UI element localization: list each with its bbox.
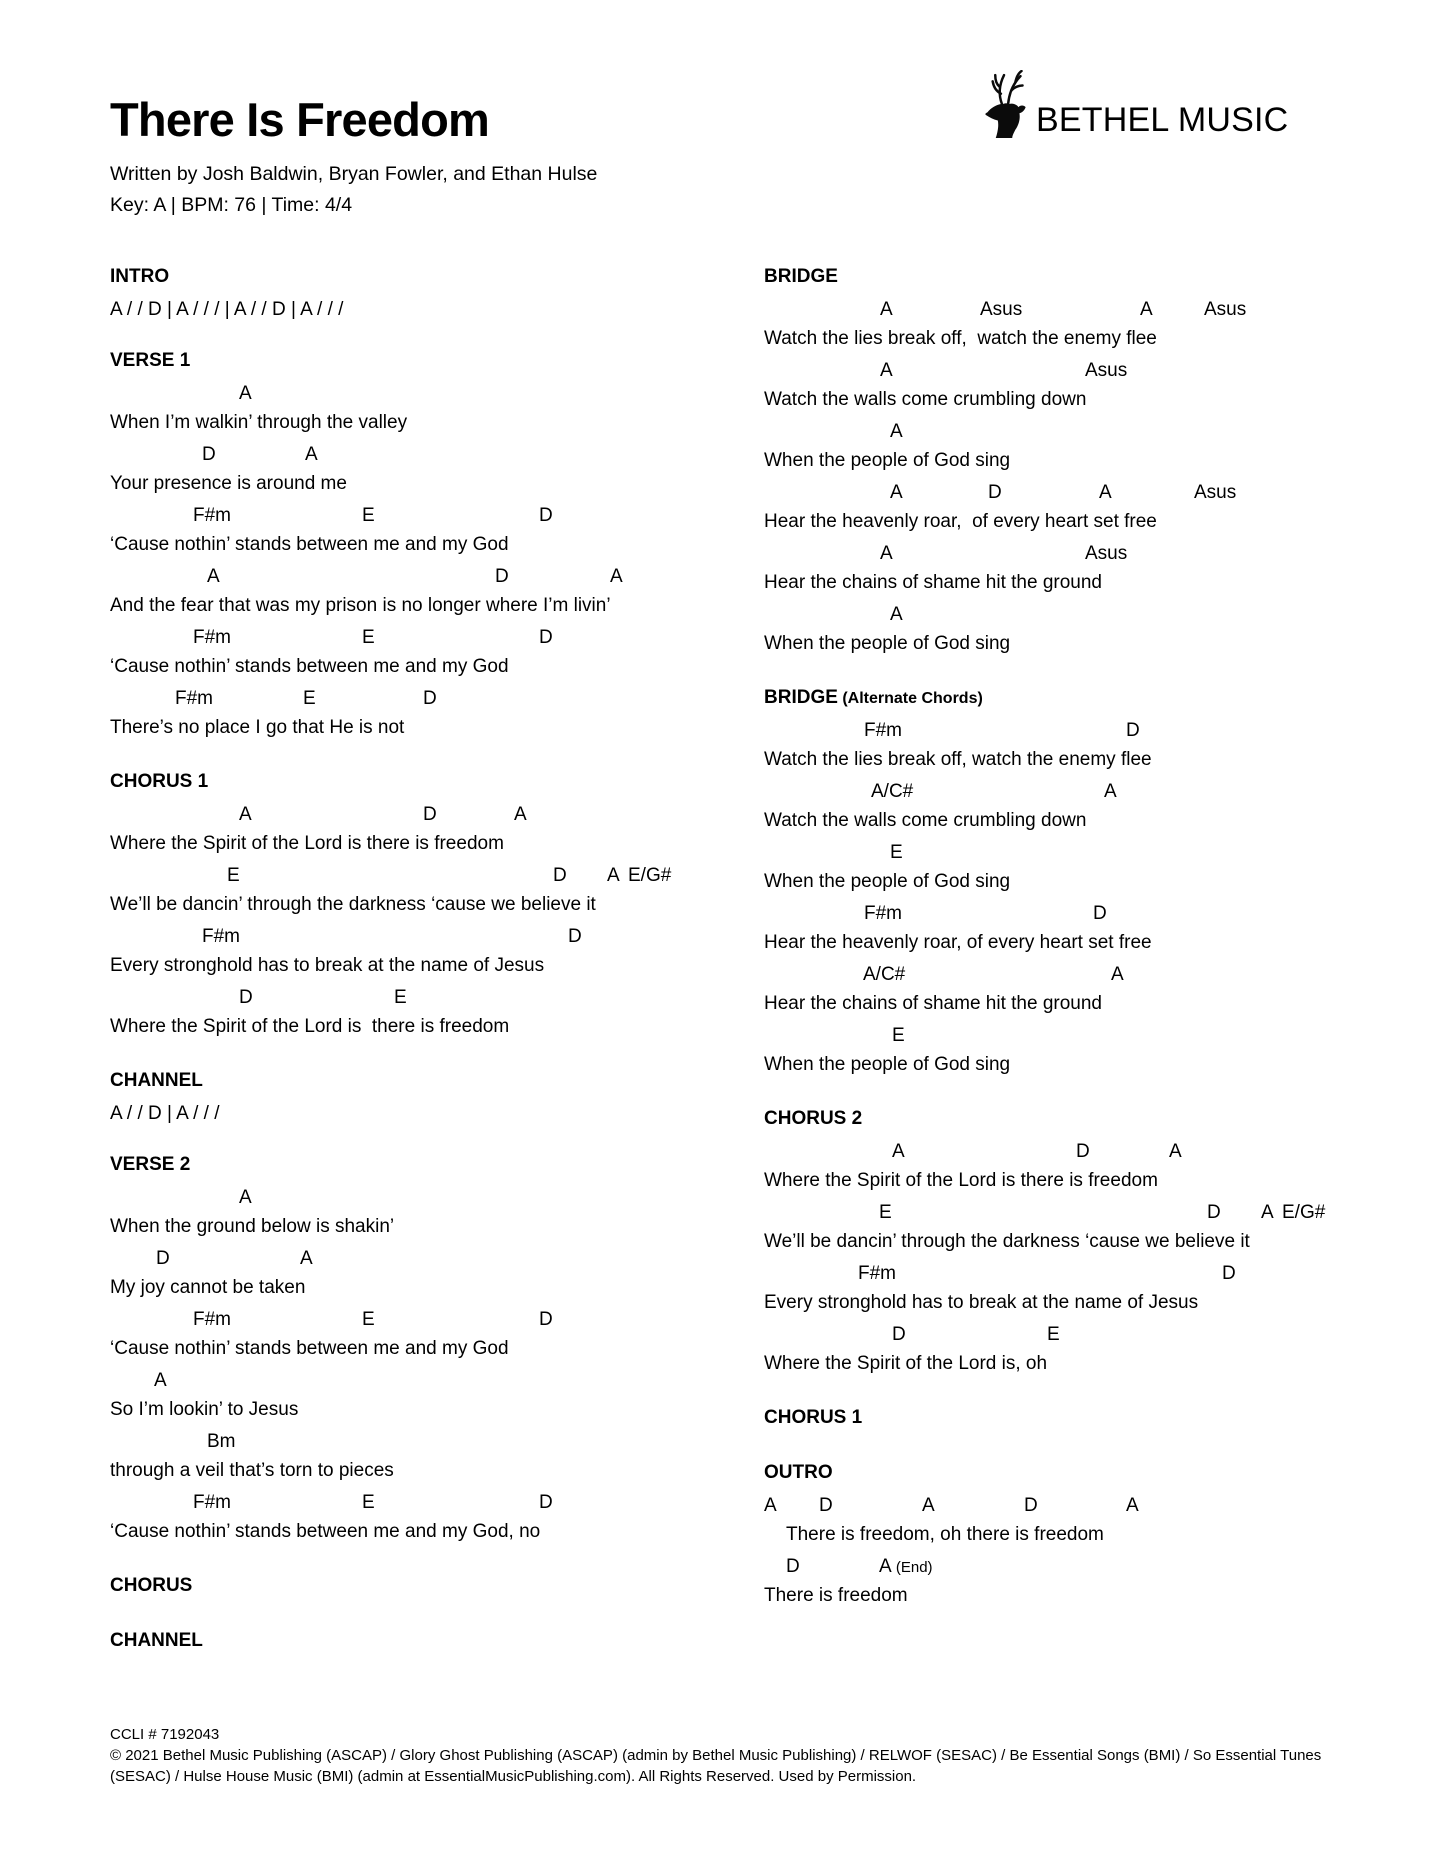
chord-fm: F#m (858, 1263, 896, 1284)
chord-fm: F#m (864, 720, 902, 741)
lyric-line: Watch the walls come crumbling down (764, 389, 1087, 410)
section-heading-chorus-2 (764, 1108, 1384, 1141)
chord-row (764, 360, 1384, 389)
section-name: BRIDGE (764, 266, 838, 287)
chord-a: A (880, 299, 893, 320)
lyric-line: Where the Spirit of the Lord is, oh (764, 1353, 1048, 1374)
lyric-line: We’ll be dancin’ through the darkness ‘cause we believe it (764, 1231, 1250, 1252)
chord-d: D (239, 987, 253, 1008)
section-channel (110, 1070, 764, 1132)
lyric-line: ‘Cause nothin’ stands between me and my God (110, 534, 509, 555)
chord-row (764, 1025, 1384, 1054)
song-meta-key-bpm-time: Key: A | BPM: 76 | Time: 4/4 (110, 194, 353, 216)
lyric-line: Where the Spirit of the Lord is there is freedom (110, 1016, 510, 1037)
chord-a: A (880, 543, 893, 564)
writers-credit: Written by Josh Baldwin, Bryan Fowler, and Ethan Hulse (110, 163, 598, 185)
column-right (764, 266, 1384, 1685)
section-verse-1 (110, 350, 764, 749)
chord-a: A (880, 360, 893, 381)
chord-d: D (1076, 1141, 1090, 1162)
section-name: CHORUS 2 (764, 1108, 863, 1129)
chord-fm: F#m (864, 903, 902, 924)
section-chorus (110, 1575, 764, 1608)
lyric-line: ‘Cause nothin’ stands between me and my God, no (110, 1521, 541, 1542)
deer-icon (981, 70, 1027, 138)
lyric-line: Hear the chains of shame hit the ground (764, 993, 1102, 1014)
chord-a: A (890, 604, 903, 625)
chord-e: E (227, 865, 240, 886)
chord-e: E (879, 1202, 892, 1223)
chord-asus: Asus (980, 299, 1023, 320)
chord-fm: F#m (193, 505, 231, 526)
section-outro (764, 1462, 1384, 1617)
chord-row (110, 688, 764, 717)
chord-row (110, 1187, 764, 1216)
lyric-line: Hear the heavenly roar, of every heart set free (764, 932, 1152, 953)
chord-asus: Asus (1085, 543, 1128, 564)
chord-a: A (End) (879, 1556, 933, 1577)
chord-d: D (1093, 903, 1107, 924)
lyric-line: Hear the chains of shame hit the ground (764, 572, 1102, 593)
section-intro (110, 266, 764, 328)
section-chorus-1 (764, 1407, 1384, 1440)
chord-a: A (922, 1495, 935, 1516)
section-heading-outro (764, 1462, 1384, 1495)
chord-a: A (1140, 299, 1153, 320)
chord-a: A (1111, 964, 1124, 985)
chord-a: A (239, 383, 252, 404)
chord-fm: F#m (193, 1492, 231, 1513)
chord-a: A (305, 444, 318, 465)
chord-a: A (890, 421, 903, 442)
section-suffix: (Alternate Chords) (837, 690, 983, 707)
copyright-notice: © 2021 Bethel Music Publishing (ASCAP) / Glory Ghost Publishing (ASCAP) (admin by Bethel Music Publishing) / RELWOF (SESAC) / Be Essential Songs (BMI) / So Essential Tunes (SESAC) / Hulse House Music (BMI) (admin at EssentialMusicPublishing.com). All Rights Reserved. Used by Permission. (110, 1747, 1322, 1785)
chord-d: D (1222, 1263, 1236, 1284)
chord-row (110, 804, 764, 833)
chord-d: D (553, 865, 567, 886)
chord-row (764, 543, 1384, 572)
chord-row (764, 903, 1384, 932)
section-bridge (764, 687, 1384, 1086)
chord-a: A (892, 1141, 905, 1162)
chord-e: E (890, 842, 903, 863)
chord-row (764, 1263, 1384, 1292)
chord-e: E (362, 505, 375, 526)
chord-d: D (786, 1556, 800, 1577)
chord-d: D (1126, 720, 1140, 741)
lyric-line: ‘Cause nothin’ stands between me and my God (110, 656, 509, 677)
lyric-line: through a veil that’s torn to pieces (110, 1460, 394, 1481)
section-verse-2 (110, 1154, 764, 1553)
section-name: CHANNEL (110, 1070, 203, 1091)
chord-annotation: (End) (891, 1559, 933, 1576)
lyric-line: When the ground below is shakin’ (110, 1216, 395, 1237)
chord-ac: A/C# (863, 964, 906, 985)
chord-fm: F#m (175, 688, 213, 709)
chord-d: D (423, 804, 437, 825)
section-name: BRIDGE (764, 687, 838, 708)
chord-e: E (362, 1309, 375, 1330)
lyric-line: And the fear that was my prison is no longer where I’m livin’ (110, 595, 611, 616)
section-name: CHORUS 1 (764, 1407, 863, 1428)
chord-d: D (568, 926, 582, 947)
footer (110, 1724, 1368, 1787)
lyric-line: So I’m lookin’ to Jesus (110, 1399, 299, 1420)
section-heading-verse-1 (110, 350, 764, 383)
chord-d: D (819, 1495, 833, 1516)
chord-d: D (892, 1324, 906, 1345)
lyric-line: My joy cannot be taken (110, 1277, 306, 1298)
chord-row (110, 444, 764, 473)
section-name: CHORUS (110, 1575, 193, 1596)
chord-run-line: A / / D | A / / / (110, 1103, 220, 1124)
section-heading-chorus-1 (764, 1407, 1384, 1440)
chord-asus: Asus (1204, 299, 1247, 320)
chord-d: D (495, 566, 509, 587)
section-chorus-2 (764, 1108, 1384, 1385)
section-name: CHANNEL (110, 1630, 203, 1651)
chord-row (110, 1248, 764, 1277)
chord-d: D (1024, 1495, 1038, 1516)
chord-row (110, 1370, 764, 1399)
section-channel (110, 1630, 764, 1663)
chord-d: D (1207, 1202, 1221, 1223)
chord-row (110, 627, 764, 656)
logo-wordmark: BETHEL MUSIC (1036, 101, 1289, 139)
chord-row (110, 926, 764, 955)
lyric-line: ‘Cause nothin’ stands between me and my God (110, 1338, 509, 1359)
chord-a: A (1099, 482, 1112, 503)
chord-a: A (514, 804, 527, 825)
chord-run-line: A / / D | A / / / | A / / D | A / / / (110, 299, 344, 320)
section-name: INTRO (110, 266, 170, 287)
lyric-line: When the people of God sing (764, 633, 1011, 654)
chord-asus: Asus (1194, 482, 1237, 503)
chord-e: E (892, 1025, 905, 1046)
chord-a: A (890, 482, 903, 503)
chart-columns (110, 266, 1384, 1685)
chord-a: A (300, 1248, 313, 1269)
chord-fm: F#m (202, 926, 240, 947)
chord-row (764, 482, 1384, 511)
lyric-line: Every stronghold has to break at the name of Jesus (764, 1292, 1199, 1313)
chord-a: A (239, 804, 252, 825)
chord-row (764, 964, 1384, 993)
chord-d: D (988, 482, 1002, 503)
chord-d: D (539, 1309, 553, 1330)
chord-row (764, 604, 1384, 633)
chord-ac: A/C# (871, 781, 914, 802)
chord-e: E (1047, 1324, 1060, 1345)
section-name: CHORUS 1 (110, 771, 209, 792)
lyric-line: Your presence is around me (110, 473, 347, 494)
lyric-line: There is freedom (764, 1585, 908, 1606)
section-heading-bridge (764, 266, 1384, 299)
chord-a: A (610, 566, 623, 587)
chord-row (764, 1141, 1384, 1170)
chord-row (764, 1556, 1384, 1585)
chord-d: D (202, 444, 216, 465)
chord-row (110, 505, 764, 534)
chord-row (110, 566, 764, 595)
lyric-line: We’ll be dancin’ through the darkness ‘cause we believe it (110, 894, 596, 915)
chord-a: A (1104, 781, 1117, 802)
section-chorus-1 (110, 771, 764, 1048)
lyric-line: There is freedom, oh there is freedom (786, 1524, 1104, 1545)
chord-row (764, 1495, 1384, 1524)
column-left (110, 266, 764, 1685)
chord-row (110, 383, 764, 412)
chord-d: D (156, 1248, 170, 1269)
chord-a: A (1169, 1141, 1182, 1162)
chord-fm: F#m (193, 1309, 231, 1330)
chord-e: E (362, 1492, 375, 1513)
chord-e: E (303, 688, 316, 709)
chord-row (764, 720, 1384, 749)
chord-a: A (207, 566, 220, 587)
chord-eg: E/G# (628, 865, 672, 886)
chord-d: D (539, 1492, 553, 1513)
section-heading-chorus-1 (110, 771, 764, 804)
chord-bm: Bm (207, 1431, 236, 1452)
chord-a: A (154, 1370, 167, 1391)
section-heading-verse-2 (110, 1154, 764, 1187)
lyric-line: When I’m walkin’ through the valley (110, 412, 408, 433)
chord-d: D (539, 505, 553, 526)
chord-row (764, 1202, 1384, 1231)
chord-row (110, 865, 764, 894)
lyric-line: Watch the lies break off, watch the enemy flee (764, 749, 1152, 770)
section-heading-channel (110, 1630, 764, 1663)
section-name: OUTRO (764, 1462, 833, 1483)
chord-eg: E/G# (1282, 1202, 1326, 1223)
lyric-line: When the people of God sing (764, 871, 1011, 892)
lyric-line: Where the Spirit of the Lord is there is freedom (764, 1170, 1158, 1191)
chord-row (764, 842, 1384, 871)
chord-a: A (1261, 1202, 1274, 1223)
lyric-line: Watch the walls come crumbling down (764, 810, 1087, 831)
chord-row (764, 299, 1384, 328)
chord-d: D (539, 627, 553, 648)
chord-row (764, 781, 1384, 810)
chord-row (110, 987, 764, 1016)
section-heading-channel (110, 1070, 764, 1103)
lyric-line: Hear the heavenly roar, of every heart set free (764, 511, 1157, 532)
chord-asus: Asus (1085, 360, 1128, 381)
section-name: VERSE 1 (110, 350, 191, 371)
chord-row (764, 1324, 1384, 1353)
chord-row (110, 1431, 764, 1460)
chord-row (110, 1492, 764, 1521)
lyric-line: Watch the lies break off, watch the enemy flee (764, 328, 1157, 349)
section-name: VERSE 2 (110, 1154, 191, 1175)
chord-a: A (239, 1187, 252, 1208)
chord-fm: F#m (193, 627, 231, 648)
section-heading-bridge (764, 687, 1384, 720)
lyric-line: Every stronghold has to break at the name of Jesus (110, 955, 545, 976)
chord-a: A (1126, 1495, 1139, 1516)
chord-a: A (607, 865, 620, 886)
chord-d: D (423, 688, 437, 709)
section-heading-chorus (110, 1575, 764, 1608)
section-bridge (764, 266, 1384, 665)
section-heading-intro (110, 266, 764, 299)
chord-row (764, 421, 1384, 450)
ccli-number: CCLI # 7192043 (110, 1726, 220, 1743)
chord-a: A (764, 1495, 777, 1516)
lyric-line: There’s no place I go that He is not (110, 717, 405, 738)
lyric-line: When the people of God sing (764, 450, 1011, 471)
chord-e: E (362, 627, 375, 648)
lyric-line: Where the Spirit of the Lord is there is freedom (110, 833, 504, 854)
song-title: There Is Freedom (110, 93, 489, 146)
lyric-line: When the people of God sing (764, 1054, 1011, 1075)
chord-e: E (394, 987, 407, 1008)
bethel-music-logo (981, 70, 1288, 138)
chord-row (110, 1309, 764, 1338)
